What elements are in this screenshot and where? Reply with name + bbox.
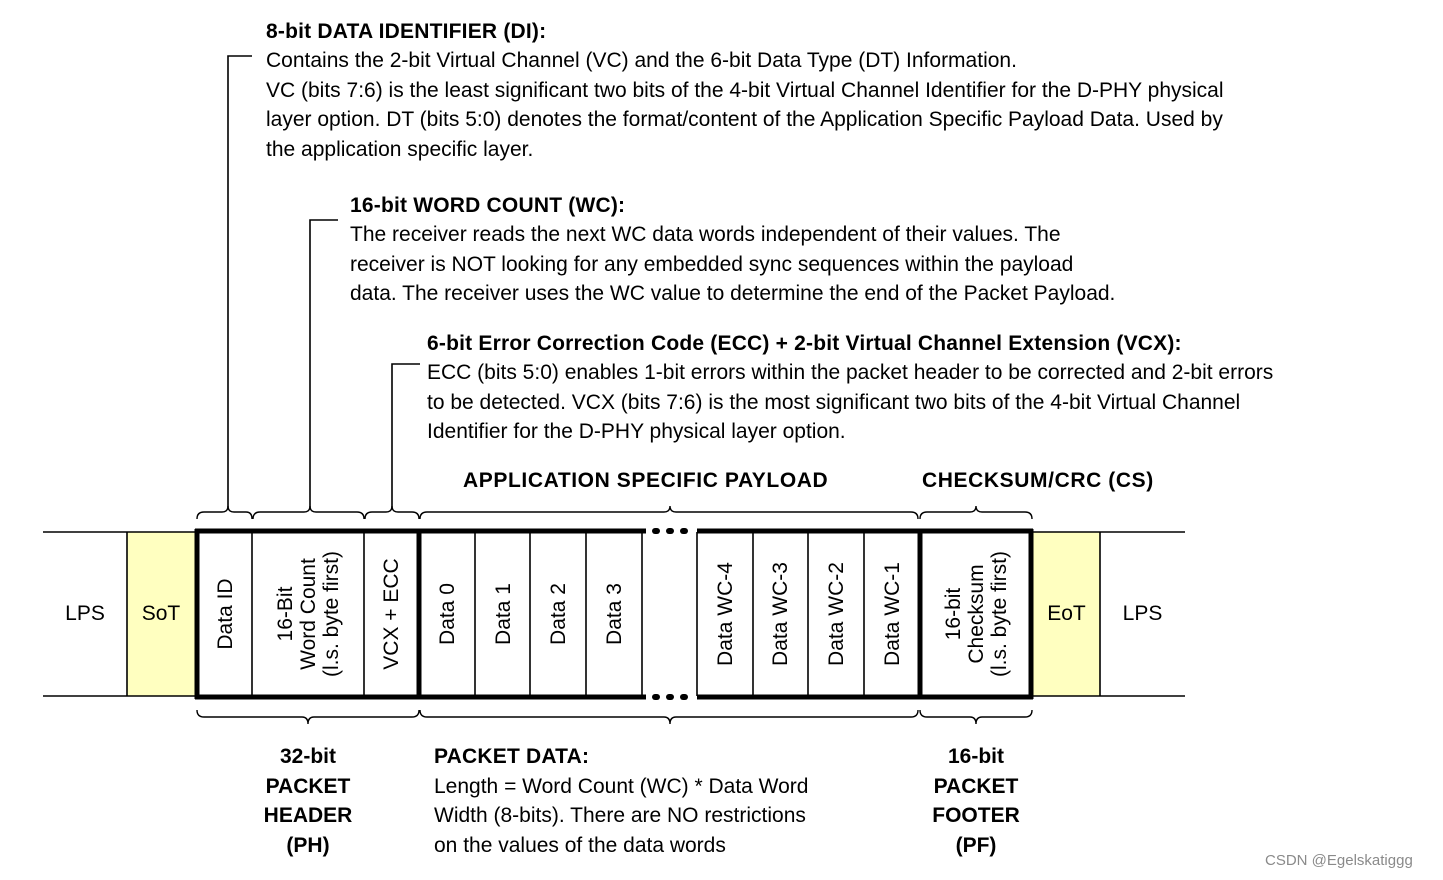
ecc-leader [392, 364, 420, 508]
di-line: Contains the 2-bit Virtual Channel (VC) and the 6-bit Data Type (DT) Information. [266, 49, 1017, 72]
payload-section-label: APPLICATION SPECIFIC PAYLOAD [463, 469, 829, 492]
label-line: PACKET [265, 774, 351, 798]
field-label: Data WC-2 [824, 562, 848, 666]
field-label: Data ID [213, 578, 237, 650]
data-id-field [198, 532, 252, 696]
label-line: HEADER [263, 804, 353, 827]
ecc-description [427, 332, 1273, 447]
data-wc-1-field [865, 532, 919, 696]
ecc-line: ECC (bits 5:0) enables 1-bit errors within the packet header to be corrected and 2-bit errors [427, 361, 1274, 384]
packet-data-line: Width (8-bits). There are NO restrictions [434, 804, 806, 827]
field-label: (l.s. byte first) [319, 551, 343, 678]
label-line: (PF) [955, 833, 997, 857]
continuation-dots [652, 528, 688, 700]
field-label: Data WC-4 [713, 562, 737, 666]
field-label: Data 1 [491, 583, 515, 645]
di-title: 8-bit DATA IDENTIFIER (DI): [266, 20, 547, 43]
label-line: 16-bit [947, 745, 1004, 768]
top-brackets [197, 506, 1032, 519]
wc-line: receiver is NOT looking for any embedded sync sequences within the payload [350, 252, 1074, 276]
checksum-section-label: CHECKSUM/CRC (CS) [922, 469, 1154, 492]
field-label: 16-bit [941, 587, 965, 641]
field-label: Data WC-1 [880, 562, 904, 666]
data-2-field [531, 532, 585, 696]
packet-data-line: on the values of the data words [434, 833, 726, 857]
field-label: Data WC-3 [768, 562, 792, 666]
packet-data-label [434, 742, 808, 860]
packet-footer-label [906, 742, 1046, 860]
wc-description [350, 194, 1115, 309]
field-label: VCX + ECC [379, 558, 403, 670]
data-wc-4-field [698, 532, 752, 696]
lps-left-cell: LPS [65, 602, 105, 625]
ecc-line: Identifier for the D-PHY physical layer option. [427, 420, 846, 443]
label-line: FOOTER [932, 804, 1020, 827]
di-line: layer option. DT (bits 5:0) denotes the format/content of the Application Specific Payload Data. Used by [266, 108, 1223, 131]
data-3-field [587, 532, 641, 696]
field-label: Data 2 [546, 583, 570, 645]
label-line: PACKET [933, 774, 1019, 798]
packet-data-title: PACKET DATA: [434, 745, 590, 768]
data-0-field [420, 532, 474, 696]
word-count-field [253, 532, 363, 696]
ecc-line: to be detected. VCX (bits 7:6) is the most significant two bits of the 4-bit Virtual Channel [427, 390, 1241, 414]
eot-cell: EoT [1047, 602, 1086, 625]
data-wc-2-field [809, 532, 863, 696]
watermark: CSDN @Egelskatiggg [1265, 852, 1413, 869]
label-line: 32-bit [279, 745, 336, 768]
di-line: VC (bits 7:6) is the least significant two bits of the 4-bit Virtual Channel Identifier for the D-PHY physical [266, 78, 1224, 102]
packet-header-label [238, 742, 378, 860]
field-label: (l.s. byte first) [987, 551, 1011, 678]
wc-line: The receiver reads the next WC data words independent of their values. The [350, 223, 1061, 246]
packet-data-line: Length = Word Count (WC) * Data Word [434, 774, 809, 798]
field-label: Data 0 [435, 583, 459, 645]
di-line: the application specific layer. [266, 137, 534, 161]
data-wc-3-field [753, 532, 807, 696]
label-line: (PH) [286, 833, 330, 857]
bottom-brackets [197, 710, 1032, 724]
data-1-field [476, 532, 530, 696]
checksum-field [922, 532, 1030, 696]
di-description [266, 20, 1224, 164]
wc-line: data. The receiver uses the WC value to determine the end of the Packet Payload. [350, 282, 1116, 305]
field-label: 16-Bit [273, 586, 297, 642]
field-label: Word Count [296, 558, 320, 670]
lps-right-cell: LPS [1122, 602, 1163, 625]
ecc-title: 6-bit Error Correction Code (ECC) + 2-bit Virtual Channel Extension (VCX): [427, 332, 1182, 355]
field-label: Data 3 [602, 583, 626, 645]
field-label: Checksum [964, 564, 988, 664]
vcx-ecc-field [364, 532, 418, 696]
wc-leader [310, 220, 338, 508]
wc-title: 16-bit WORD COUNT (WC): [350, 194, 626, 217]
sot-cell: SoT [141, 602, 181, 625]
di-leader [228, 56, 252, 508]
